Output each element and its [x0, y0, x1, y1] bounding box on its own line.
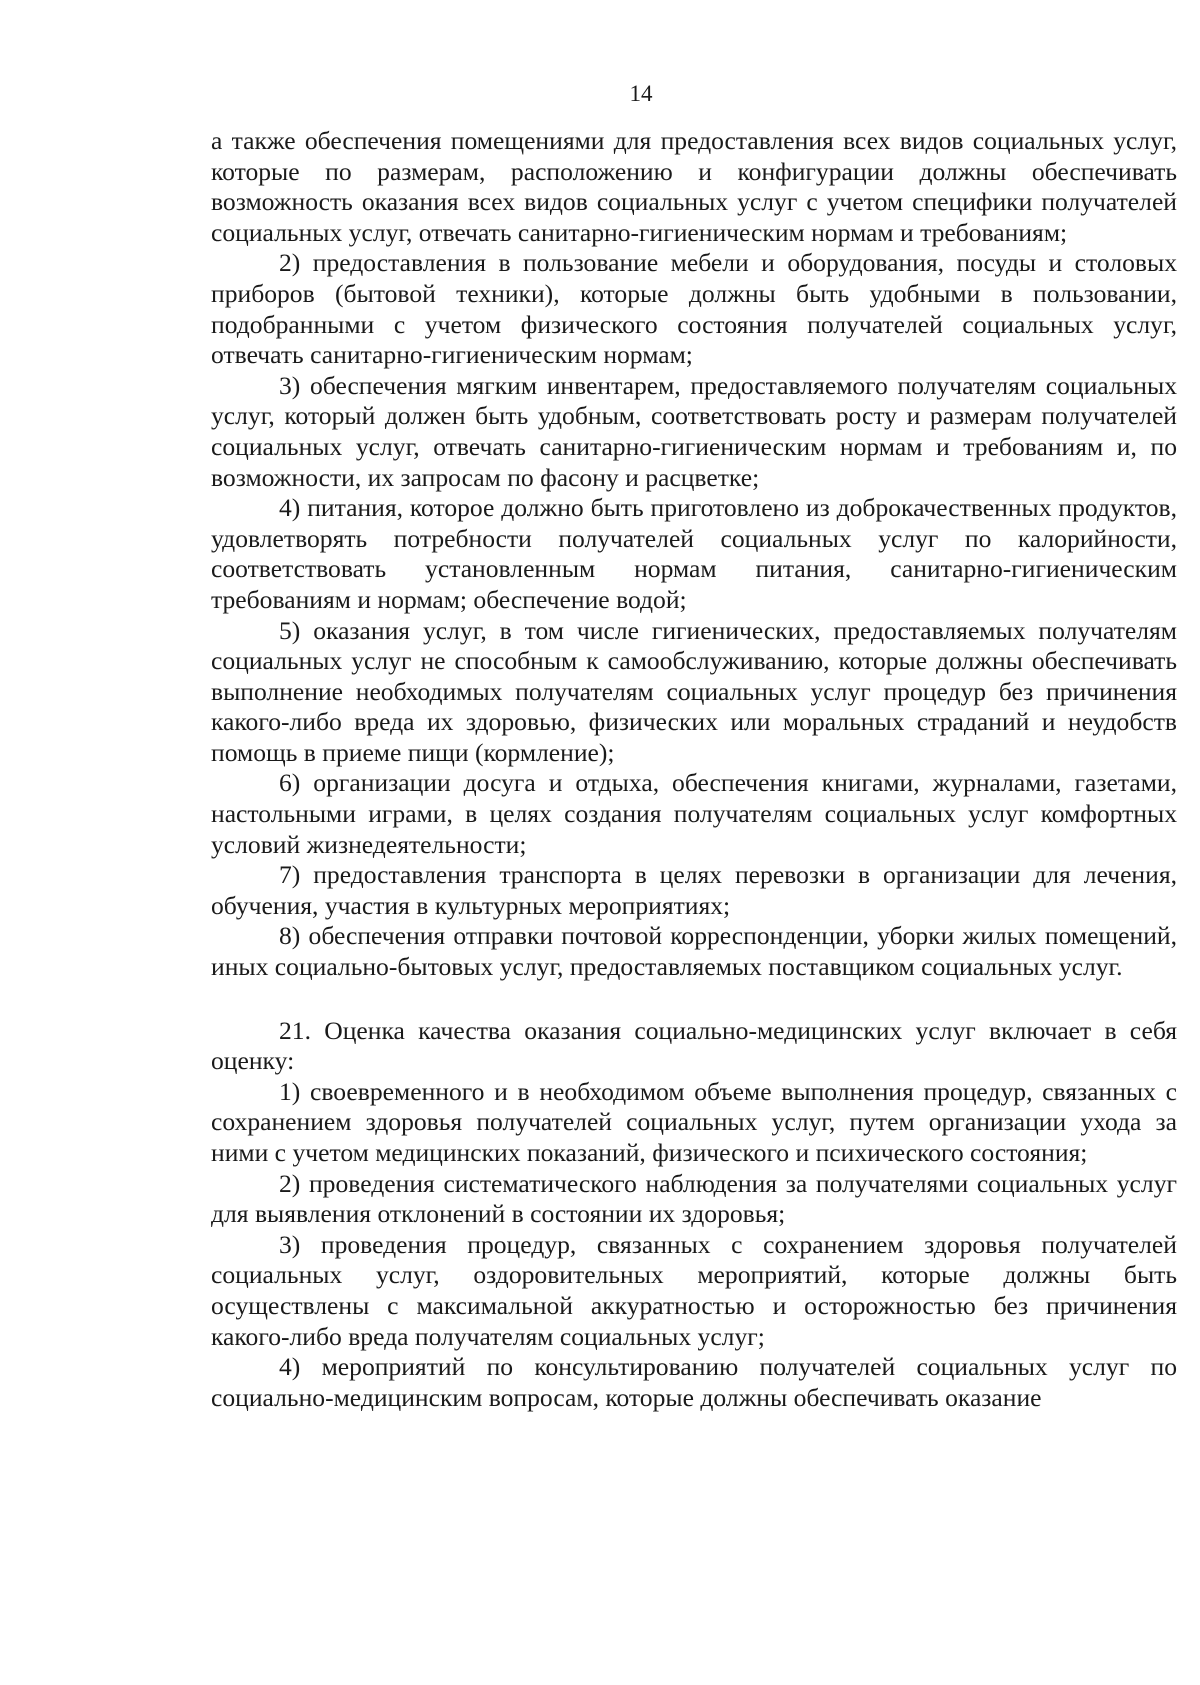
section-21-item-2: 2) проведения систематического наблюдения за получателями социальных услуг для выявления отклонений в состоянии их здоровья; [211, 1168, 1177, 1229]
section-21-heading: 21. Оценка качества оказания социально-медицинских услуг включает в себя оценку: [211, 1015, 1177, 1076]
list-item-7: 7) предоставления транспорта в целях перевозки в организации для лечения, обучения, участия в культурных мероприятиях; [211, 860, 1177, 920]
list-item-4: 4) питания, которое должно быть приготовлено из доброкачественных продуктов, удовлетворять потребности получателей социальных услуг по калорийности, соответствовать установленным нормам питания, санитарно-гигиеническим требованиям и нормам; обеспечение водой; [211, 493, 1177, 614]
paragraph-continuation: а также обеспечения помещениями для предоставления всех видов социальных услуг, которые по размерам, расположению и конфигурации должны обеспечивать возможность оказания всех видов социальных услуг с учетом специфики получателей социальных услуг, отвечать санитарно-гигиеническим нормам и требованиям; [211, 126, 1177, 247]
list-item-2: 2) предоставления в пользование мебели и оборудования, посуды и столовых приборов (бытовой техники), которые должны быть удобными в пользовании, подобранными с учетом физического состояния получателей социальных услуг, отвечать санитарно-гигиеническим нормам; [211, 248, 1177, 370]
document-body [211, 126, 1177, 1413]
list-item-8: 8) обеспечения отправки почтовой корреспонденции, уборки жилых помещений, иных социально-бытовых услуг, предоставляемых поставщиком социальных услуг. [211, 921, 1177, 982]
section-21-item-1: 1) своевременного и в необходимом объеме выполнения процедур, связанных с сохранением здоровья получателей социальных услуг, путем организации ухода за ними с учетом медицинских показаний, физического и психического состояния; [211, 1076, 1177, 1167]
list-item-6: 6) организации досуга и отдыха, обеспечения книгами, журналами, газетами, настольными играми, в целях создания получателям социальных услуг комфортных условий жизнедеятельности; [211, 768, 1177, 859]
section-21-item-3: 3) проведения процедур, связанных с сохранением здоровья получателей социальных услуг, оздоровительных мероприятий, которые должны быть осуществлены с максимальной аккуратностью и осторожностью без причинения какого-либо вреда получателям социальных услуг; [211, 1229, 1177, 1351]
list-item-5: 5) оказания услуг, в том числе гигиенических, предоставляемых получателям социальных услуг не способным к самообслуживанию, которые должны обеспечивать выполнение необходимых получателям социальных услуг процедур без причинения какого-либо вреда их здоровью, физических или моральных страданий и неудобств помощь в приеме пищи (кормление); [211, 615, 1177, 767]
section-21-item-4: 4) мероприятий по консультированию получателей социальных услуг по социально-медицинским вопросам, которые должны обеспечивать оказание [211, 1352, 1177, 1412]
list-item-3: 3) обеспечения мягким инвентарем, предоставляемого получателям социальных услуг, который должен быть удобным, соответствовать росту и размерам получателей социальных услуг, отвечать санитарно-гигиеническим нормам и требованиям и, по возможности, их запросам по фасону и расцветке; [211, 370, 1177, 492]
page-number: 14 [629, 81, 653, 106]
